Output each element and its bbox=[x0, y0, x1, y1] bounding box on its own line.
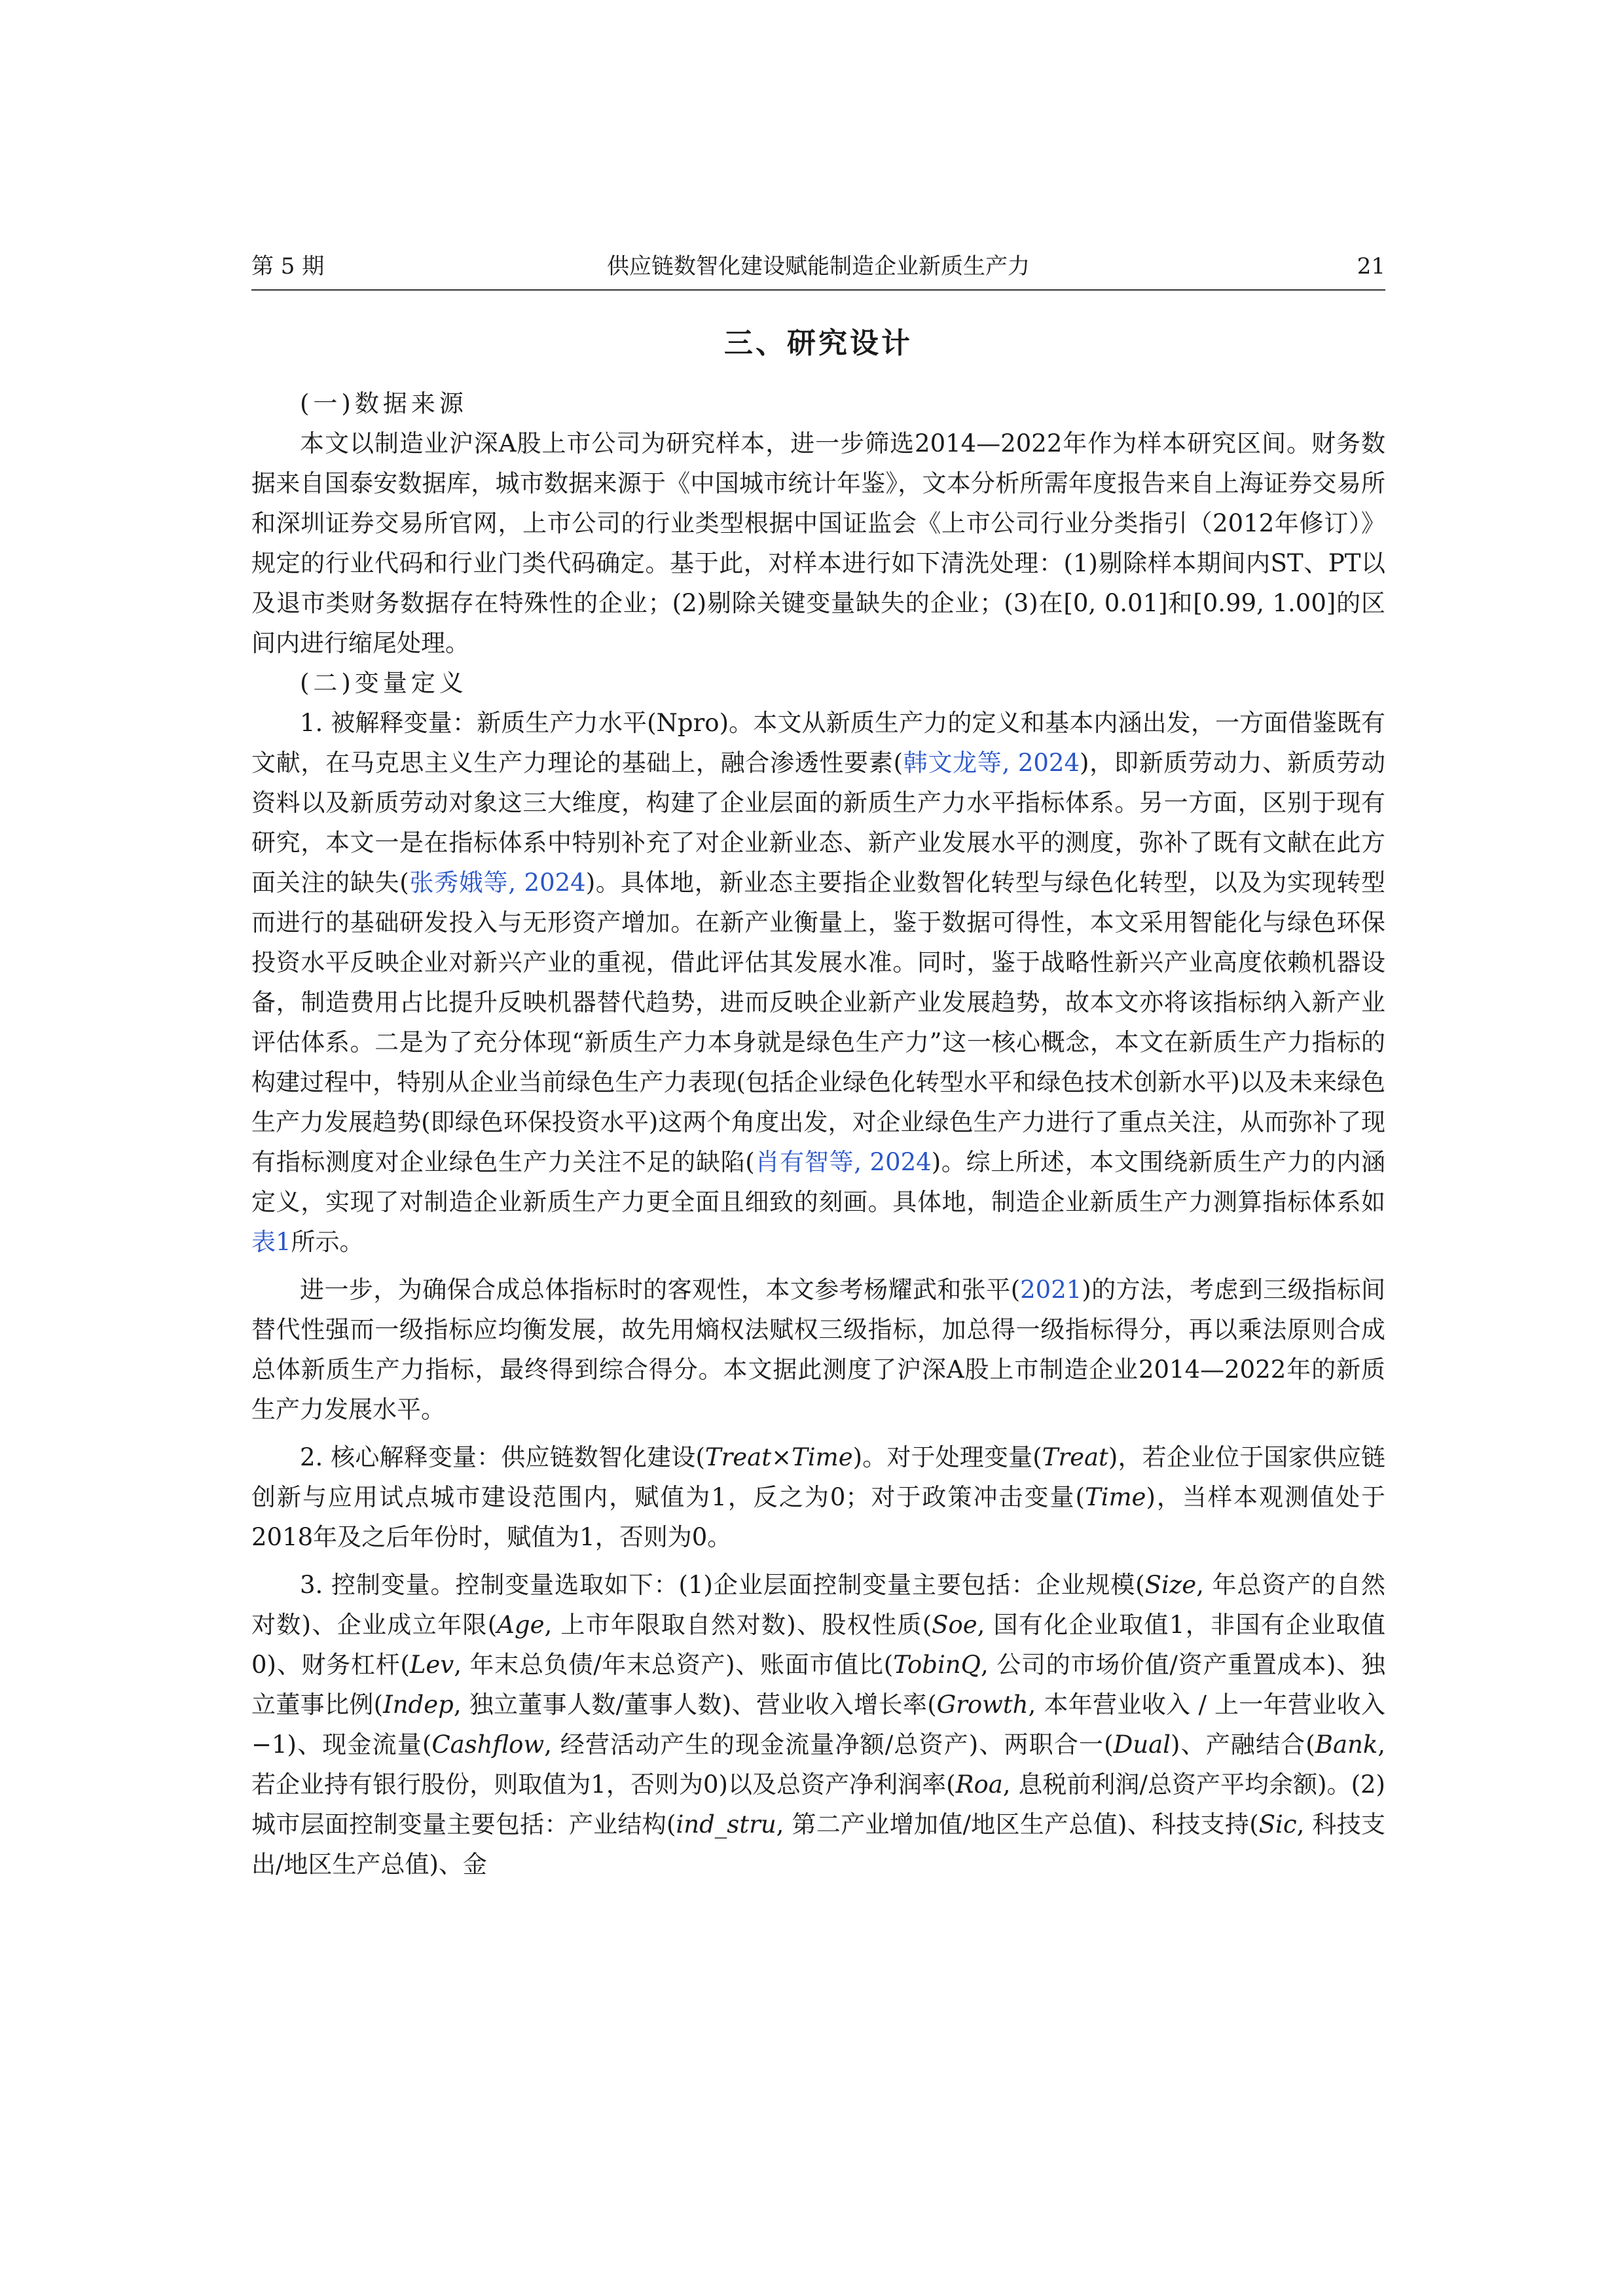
section-title: 三、研究设计 bbox=[724, 327, 913, 360]
variable-name: Sic bbox=[1258, 1810, 1297, 1839]
variable-name: Size bbox=[1144, 1571, 1197, 1599]
text-span: , 年总资产的自然对数)、企业成立年限( bbox=[251, 1571, 1385, 1639]
variable-name: Bank bbox=[1315, 1731, 1378, 1759]
variable-name: Cashflow bbox=[431, 1731, 545, 1759]
text-span: )，若企业位于国家供应链创新与应用试点城市建设范围内，赋值为1，反之为0；对于政策冲击变量( bbox=[251, 1443, 1386, 1511]
text-span: , 科技支出/地区生产总值)、金 bbox=[251, 1810, 1386, 1878]
paragraph-core-explanatory-variable bbox=[251, 1437, 1385, 1557]
variable-name: Treat×Time bbox=[704, 1443, 853, 1471]
variable-name: Lev bbox=[409, 1651, 454, 1679]
text-span: )、产融结合( bbox=[1170, 1731, 1315, 1759]
text-span: , 经营活动产生的现金流量净额/总资产)、两职合一( bbox=[544, 1731, 1114, 1759]
text-span: , 第二产业增加值/地区生产总值)、科技支持( bbox=[776, 1810, 1259, 1839]
body-text bbox=[251, 384, 1385, 1884]
paragraph-control-variables bbox=[251, 1565, 1385, 1884]
text-span: )。综上所述，本文围绕新质生产力的内涵定义，实现了对制造企业新质生产力更全面且细致的刻画。具体地，制造企业新质生产力测算指标体系如 bbox=[251, 1148, 1386, 1216]
subsection-heading-variable-definition: (二)变量定义 bbox=[300, 669, 467, 697]
variable-name: Time bbox=[1084, 1483, 1146, 1511]
text-span: 1. 被解释变量：新质生产力水平(Npro)。本文从新质生产力的定义和基本内涵出发，一方面借鉴既有文献，在马克思主义生产力理论的基础上，融合渗透性要素( bbox=[251, 709, 1385, 777]
text-span: 所示。 bbox=[291, 1228, 364, 1256]
page-number: 21 bbox=[1357, 253, 1385, 279]
variable-name: ind_stru bbox=[676, 1810, 776, 1839]
text-span: 2. 核心解释变量：供应链数智化建设( bbox=[300, 1443, 705, 1471]
text-span: )。具体地，新业态主要指企业数智化转型与绿色化转型，以及为实现转型而进行的基础研发投入与无形资产增加。在新产业衡量上，鉴于数据可得性，本文采用智能化与绿色环保投资水平反映企业对新兴产业的重视，借此评估其发展水准。同时，鉴于战略性新兴产业高度依赖机器设备，制造费用占比提升反映机器替代趋势，进而反映企业新产业发展趋势，故本文亦将该指标纳入新产业评估体系。二是为了充分体现“新质生产力本身就是绿色生产力”这一核心概念，本文在新质生产力指标的构建过程中，特别从企业当前绿色生产力表现(包括企业绿色化转型水平和绿色技术创新水平)以及未来绿色生产力发展趋势(即绿色环保投资水平)这两个角度出发，对企业绿色生产力进行了重点关注，从而弥补了现有指标测度对企业绿色生产力关注不足的缺陷( bbox=[251, 869, 1386, 1176]
text-span: , 息税前利润/总资产平均余额)。(2)城市层面控制变量主要包括：产业结构( bbox=[251, 1770, 1385, 1839]
variable-name: Treat bbox=[1042, 1443, 1108, 1471]
header-rule bbox=[251, 289, 1385, 291]
variable-name: Age bbox=[497, 1611, 545, 1639]
text-span: , 本年营业收入 / 上一年营业收入−1)、现金流量( bbox=[251, 1691, 1385, 1759]
text-span: , 公司的市场价值/资产重置成本)、独立董事比例( bbox=[251, 1651, 1385, 1719]
text-span: , 上市年限取自然对数)、股权性质( bbox=[544, 1611, 932, 1639]
citation-link[interactable]: 韩文龙等, 2024 bbox=[903, 749, 1080, 777]
paragraph-aggregation-method bbox=[251, 1270, 1385, 1429]
paragraph-data-source: 本文以制造业沪深A股上市公司为研究样本，进一步筛选2014—2022年作为样本研究区间。财务数据来自国泰安数据库，城市数据来源于《中国城市统计年鉴》，文本分析所需年度报告来自上海证券交易所和深圳证券交易所官网，上市公司的行业类型根据中国证监会《上市公司行业分类指引（2012年修订）》规定的行业代码和行业门类代码确定。基于此，对样本进行如下清洗处理：(1)剔除样本期间内ST、PT以及退市类财务数据存在特殊性的企业；(2)剔除关键变量缺失的企业；(3)在[0, 0.01]和[0.99, 1.00]的区间内进行缩尾处理。 bbox=[251, 429, 1385, 657]
variable-name: Indep bbox=[383, 1691, 454, 1719]
variable-name: TobinQ bbox=[893, 1651, 981, 1679]
variable-name: Dual bbox=[1113, 1731, 1171, 1759]
citation-link[interactable]: 2021 bbox=[1020, 1276, 1082, 1304]
table-reference-link[interactable]: 表1 bbox=[251, 1228, 291, 1256]
text-span: )的方法，考虑到三级指标间替代性强而一级指标应均衡发展，故先用熵权法赋权三级指标，加总得一级指标得分，再以乘法原则合成总体新质生产力指标，最终得到综合得分。本文据此测度了沪深A股上市制造企业2014—2022年的新质生产力发展水平。 bbox=[251, 1276, 1386, 1424]
text-span: )，即新质劳动力、新质劳动资料以及新质劳动对象这三大维度，构建了企业层面的新质生产力水平指标体系。另一方面，区别于现有研究，本文一是在指标体系中特别补充了对企业新业态、新产业发展水平的测度，弥补了既有文献在此方面关注的缺失( bbox=[251, 749, 1386, 897]
citation-link[interactable]: 肖有智等, 2024 bbox=[754, 1148, 932, 1176]
issue-label: 第 5 期 bbox=[251, 253, 325, 279]
text-span: 进一步，为确保合成总体指标时的客观性，本文参考杨耀武和张平( bbox=[300, 1276, 1021, 1304]
text-span: 3. 控制变量。控制变量选取如下：(1)企业层面控制变量主要包括：企业规模( bbox=[300, 1571, 1145, 1599]
text-span: )。对于处理变量( bbox=[852, 1443, 1042, 1471]
text-span: )，当样本观测值处于2018年及之后年份时，赋值为1，否则为0。 bbox=[251, 1483, 1386, 1551]
subsection-heading-data-source: (一)数据来源 bbox=[300, 389, 467, 418]
text-span: , 独立董事人数/董事人数)、营业收入增长率( bbox=[453, 1691, 937, 1719]
variable-name: Growth bbox=[936, 1691, 1029, 1719]
variable-name: Soe bbox=[932, 1611, 977, 1639]
text-span: , 年末总负债/年末总资产)、账面市值比( bbox=[454, 1651, 894, 1679]
running-header bbox=[251, 250, 1385, 283]
paragraph-dependent-variable bbox=[251, 703, 1385, 1262]
variable-name: Roa bbox=[955, 1770, 1003, 1799]
text-span: , 若企业持有银行股份，则取值为1，否则为0)以及总资产净利润率( bbox=[251, 1731, 1386, 1799]
text-span: , 国有化企业取值1，非国有企业取值0)、财务杠杆( bbox=[251, 1611, 1385, 1679]
running-title: 供应链数智化建设赋能制造企业新质生产力 bbox=[607, 253, 1030, 279]
citation-link[interactable]: 张秀娥等, 2024 bbox=[409, 869, 586, 897]
